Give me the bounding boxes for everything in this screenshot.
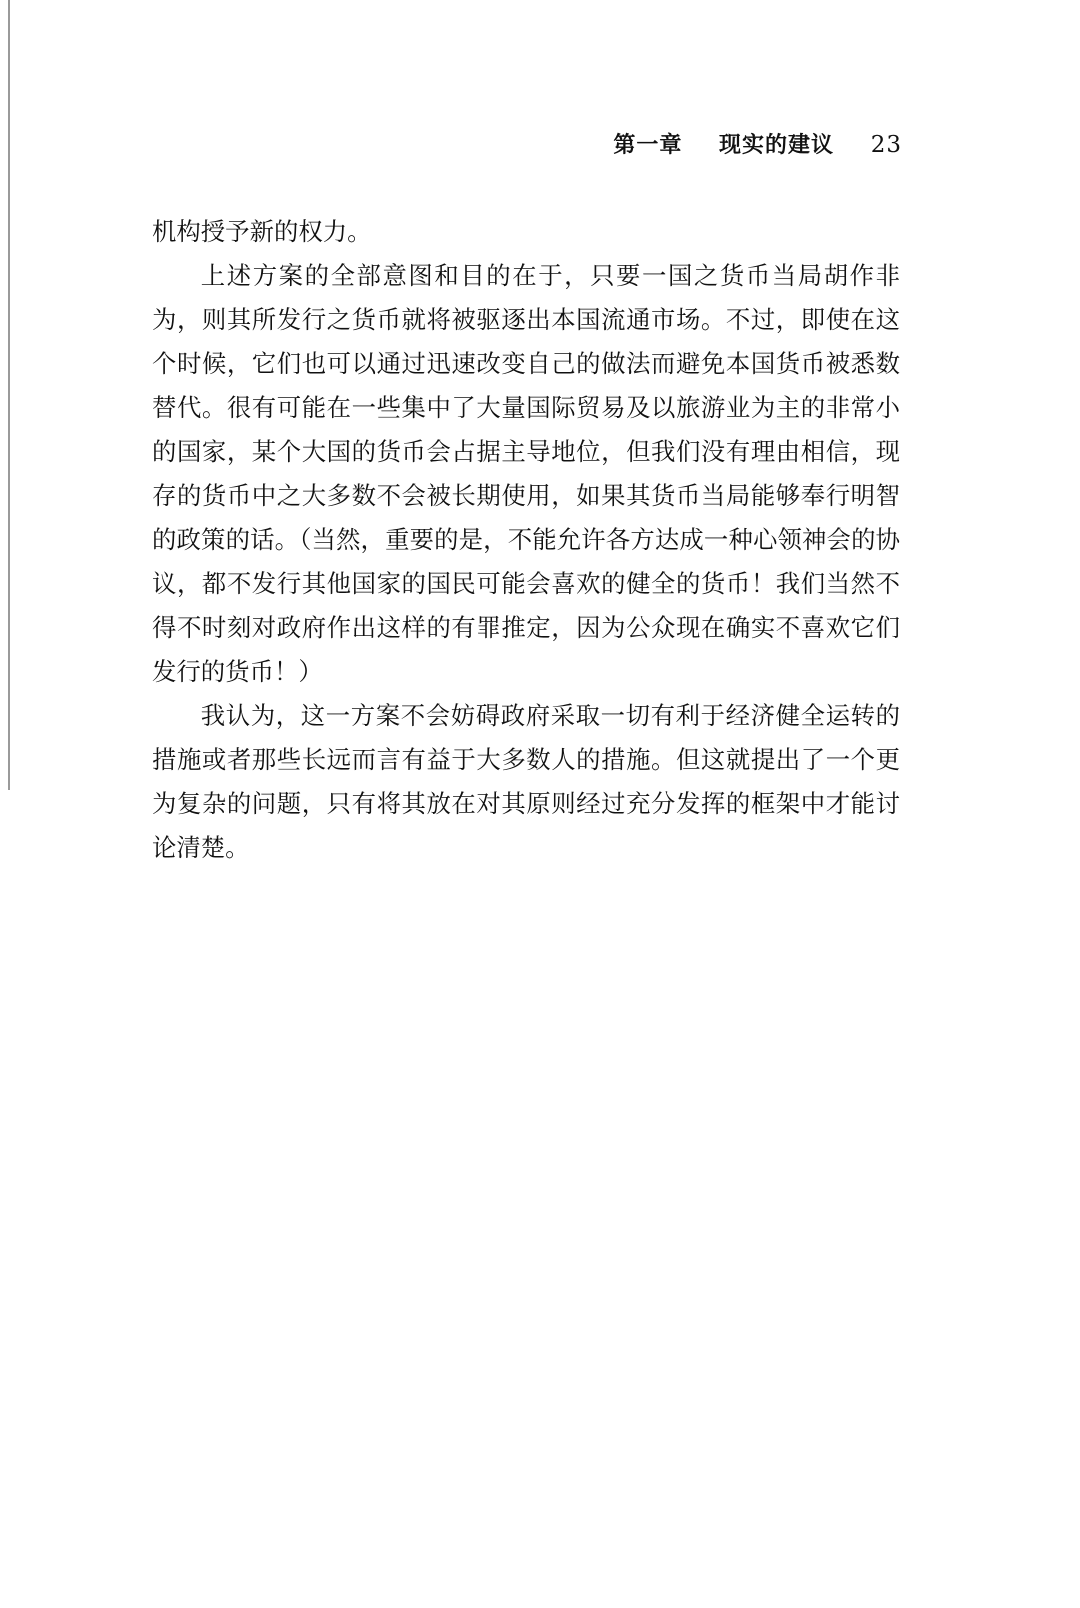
chapter-label: 第一章 [613, 132, 683, 158]
paragraph: 上述方案的全部意图和目的在于，只要一国之货币当局胡作非为，则其所发行之货币就将被驱逐出本国流通市场。不过，即使在这个时候，它们也可以通过迅速改变自己的做法而避免本国货币被悉数替代。很有可能在一些集中了大量国际贸易及以旅游业为主的非常小的国家，某个大国的货币会占据主导地位，但我们没有理由相信，现存的货币中之大多数不会被长期使用，如果其货币当局能够奉行明智的政策的话。（当然，重要的是，不能允许各方达成一种心领神会的协议，都不发行其他国家的国民可能会喜欢的健全的货币！我们当然不得不时刻对政府作出这样的有罪推定，因为公众现在确实不喜欢它们发行的货币！） [152, 261, 900, 686]
scan-edge-line [8, 0, 10, 790]
page-number: 23 [870, 132, 902, 158]
paragraph: 我认为，这一方案不会妨碍政府采取一切有利于经济健全运转的措施或者那些长远而言有益于大多数人的措施。但这就提出了一个更为复杂的问题，只有将其放在对其原则经过充分发挥的框架中才能讨论清楚。 [152, 701, 900, 862]
paragraph-continuation: 机构授予新的权力。 [152, 217, 372, 246]
chapter-title: 现实的建议 [719, 132, 835, 158]
running-header [613, 128, 902, 159]
body-text [152, 210, 900, 870]
